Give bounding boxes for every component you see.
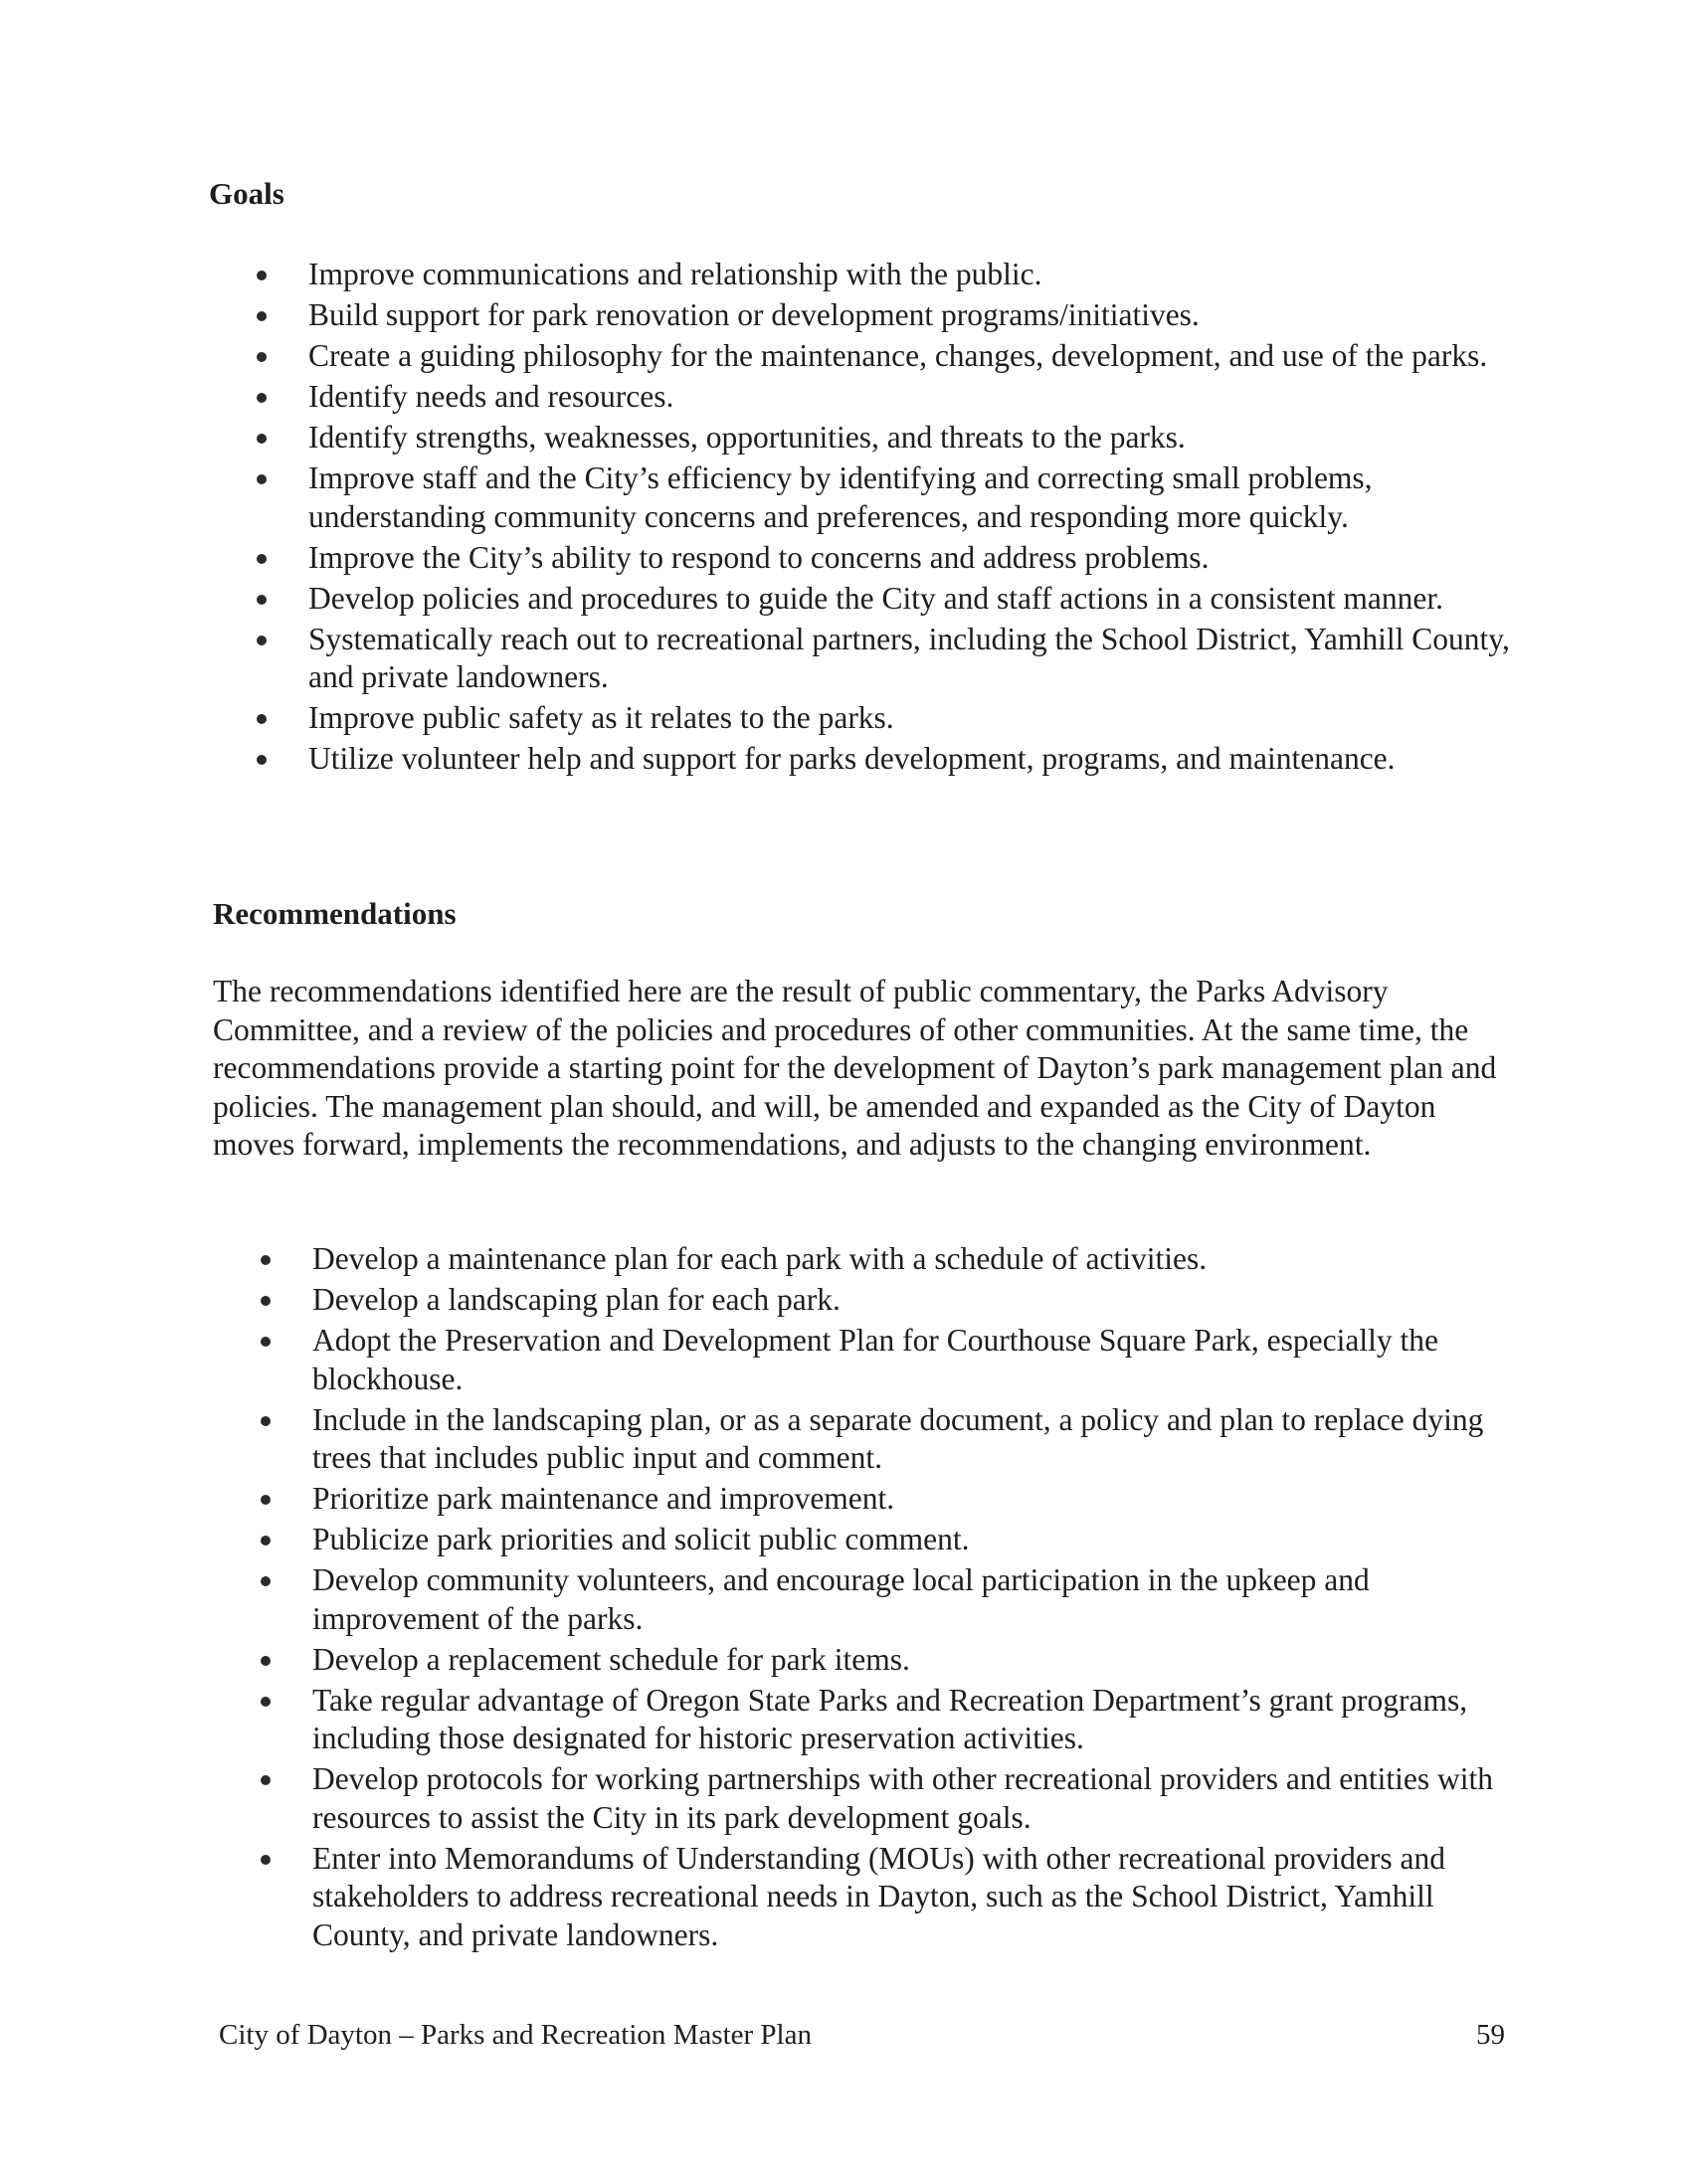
list-item: Develop a landscaping plan for each park. — [261, 1281, 1514, 1320]
list-item: Build support for park renovation or development programs/initiatives. — [257, 296, 1510, 335]
footer-title: City of Dayton – Parks and Recreation Master Plan — [219, 2019, 812, 2051]
list-item: Develop a replacement schedule for park items. — [261, 1641, 1514, 1680]
list-item: Create a guiding philosophy for the maintenance, changes, development, and use of the parks. — [257, 337, 1510, 376]
list-item: Identify strengths, weaknesses, opportunities, and threats to the parks. — [257, 419, 1510, 457]
list-item: Take regular advantage of Oregon State Parks and Recreation Department’s grant programs, including those designated for historic preservation activities. — [261, 1682, 1514, 1758]
recommendations-heading: Recommendations — [213, 896, 457, 931]
list-item: Develop policies and procedures to guide the City and staff actions in a consistent manner. — [257, 580, 1510, 619]
list-item: Improve public safety as it relates to the parks. — [257, 699, 1510, 738]
list-item: Publicize park priorities and solicit public comment. — [261, 1521, 1514, 1559]
list-item: Develop a maintenance plan for each park with a schedule of activities. — [261, 1240, 1514, 1279]
recommendations-intro: The recommendations identified here are the result of public commentary, the Parks Advisory Committee, and a review of the policies and procedures of other communities. At the same time, the recommendations provide a starting point for the development of Dayton’s park management plan and policies. The management plan should, and will, be amended and expanded as the City of Dayton moves forward, implements the recommendations, and adjusts to the changing environment. — [213, 974, 1497, 1162]
list-item: Enter into Memorandums of Understanding (MOUs) with other recreational providers and stakeholders to address recreational needs in Dayton, such as the School District, Yamhill County, and private landowners. — [261, 1840, 1514, 1955]
recommendations-list — [261, 1240, 1514, 1957]
list-item: Improve staff and the City’s efficiency by identifying and correcting small problems, understanding community concerns and preferences, and responding more quickly. — [257, 459, 1510, 536]
goals-heading: Goals — [209, 176, 284, 211]
list-item: Develop community volunteers, and encourage local participation in the upkeep and improvement of the parks. — [261, 1561, 1514, 1638]
list-item: Develop protocols for working partnerships with other recreational providers and entities with resources to assist the City in its park development goals. — [261, 1760, 1514, 1837]
goals-list — [257, 256, 1510, 781]
list-item: Identify needs and resources. — [257, 378, 1510, 417]
list-item: Utilize volunteer help and support for parks development, programs, and maintenance. — [257, 740, 1510, 779]
list-item: Prioritize park maintenance and improvement. — [261, 1480, 1514, 1519]
list-item: Adopt the Preservation and Development Plan for Courthouse Square Park, especially the blockhouse. — [261, 1322, 1514, 1398]
list-item: Include in the landscaping plan, or as a separate document, a policy and plan to replace dying trees that includes public input and comment. — [261, 1401, 1514, 1478]
list-item: Systematically reach out to recreational partners, including the School District, Yamhill County, and private landowners. — [257, 621, 1510, 697]
list-item: Improve the City’s ability to respond to concerns and address problems. — [257, 539, 1510, 578]
page-number: 59 — [1476, 2019, 1505, 2051]
list-item: Improve communications and relationship with the public. — [257, 256, 1510, 294]
